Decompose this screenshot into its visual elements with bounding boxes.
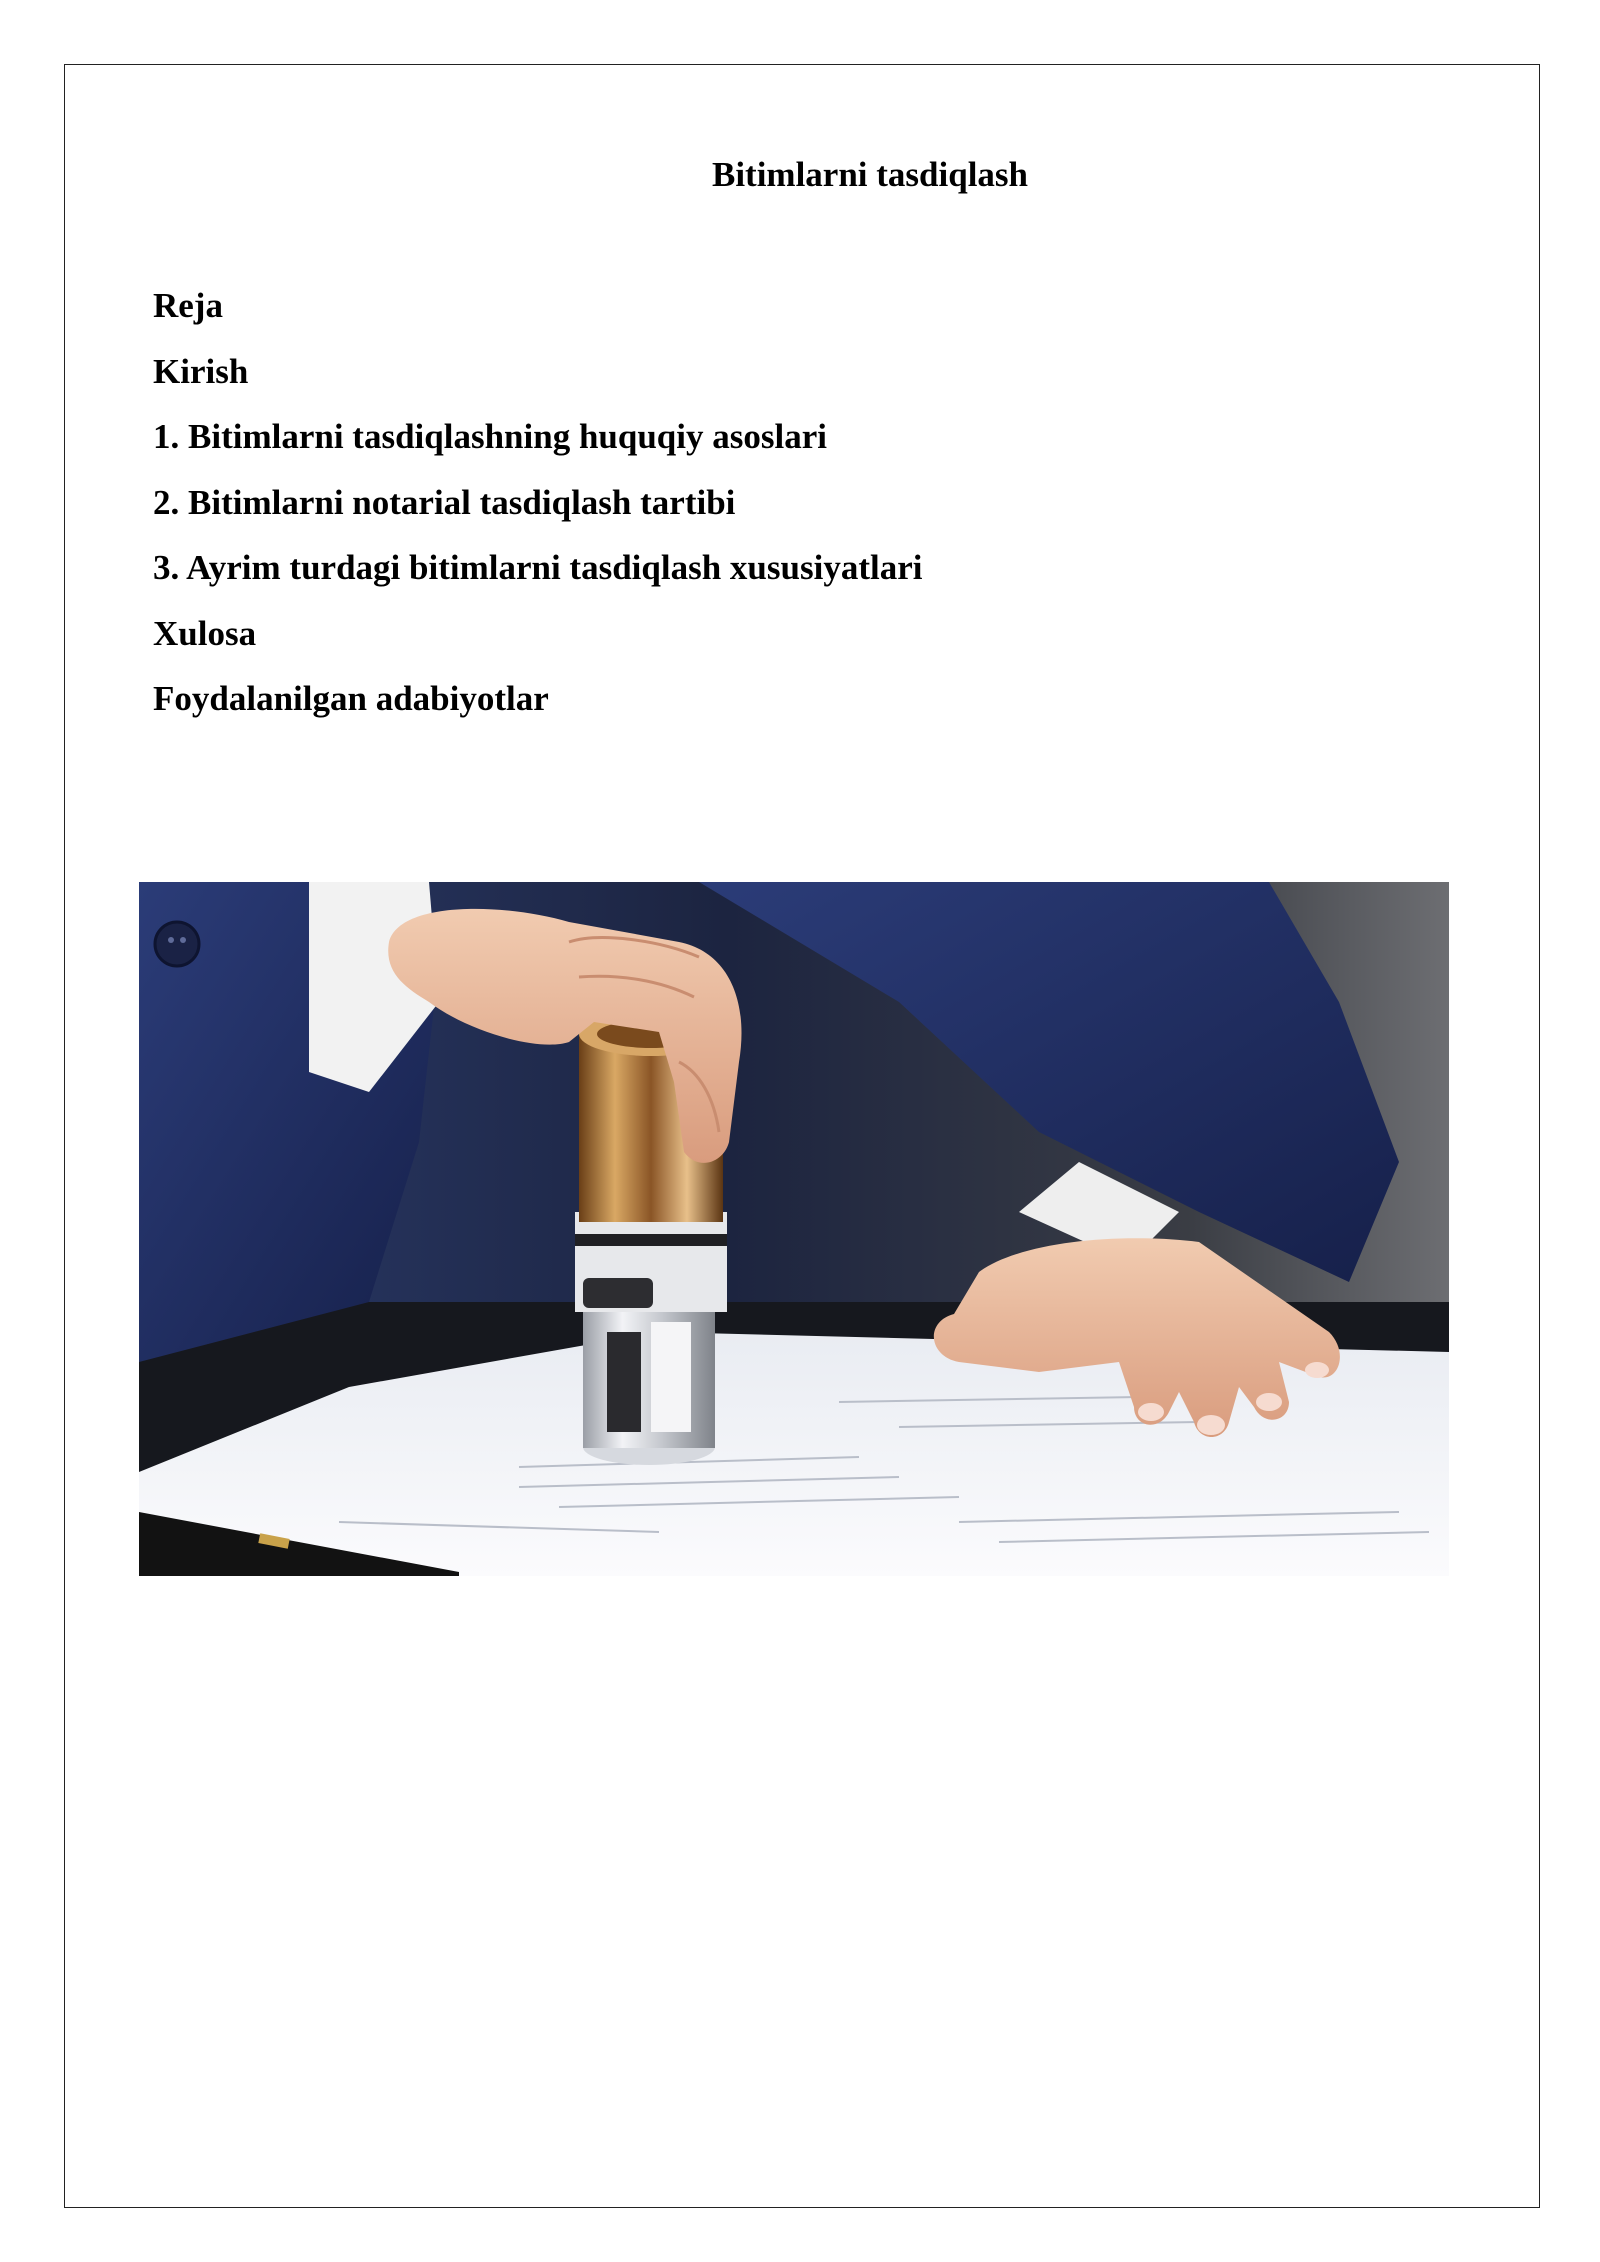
plan-item-conclusion: Xulosa <box>153 613 257 653</box>
document-title: Bitimlarni tasdiqlash <box>711 155 1029 194</box>
plan-list <box>153 278 922 737</box>
plan-item-chapter-1: 1. Bitimlarni tasdiqlashning huquqiy asoslari <box>153 417 827 456</box>
plan-item-references: Foydalanilgan adabiyotlar <box>153 679 549 718</box>
plan-item-introduction: Kirish <box>153 351 249 391</box>
plan-item-chapter-2: 2. Bitimlarni notarial tasdiqlash tartibi <box>153 482 736 522</box>
plan-heading: Reja <box>153 286 223 325</box>
plan-item-chapter-3: 3. Ayrim turdagi bitimlarni tasdiqlash xususiyatlari <box>153 548 923 587</box>
notary-stamp-photo <box>139 882 1449 1576</box>
